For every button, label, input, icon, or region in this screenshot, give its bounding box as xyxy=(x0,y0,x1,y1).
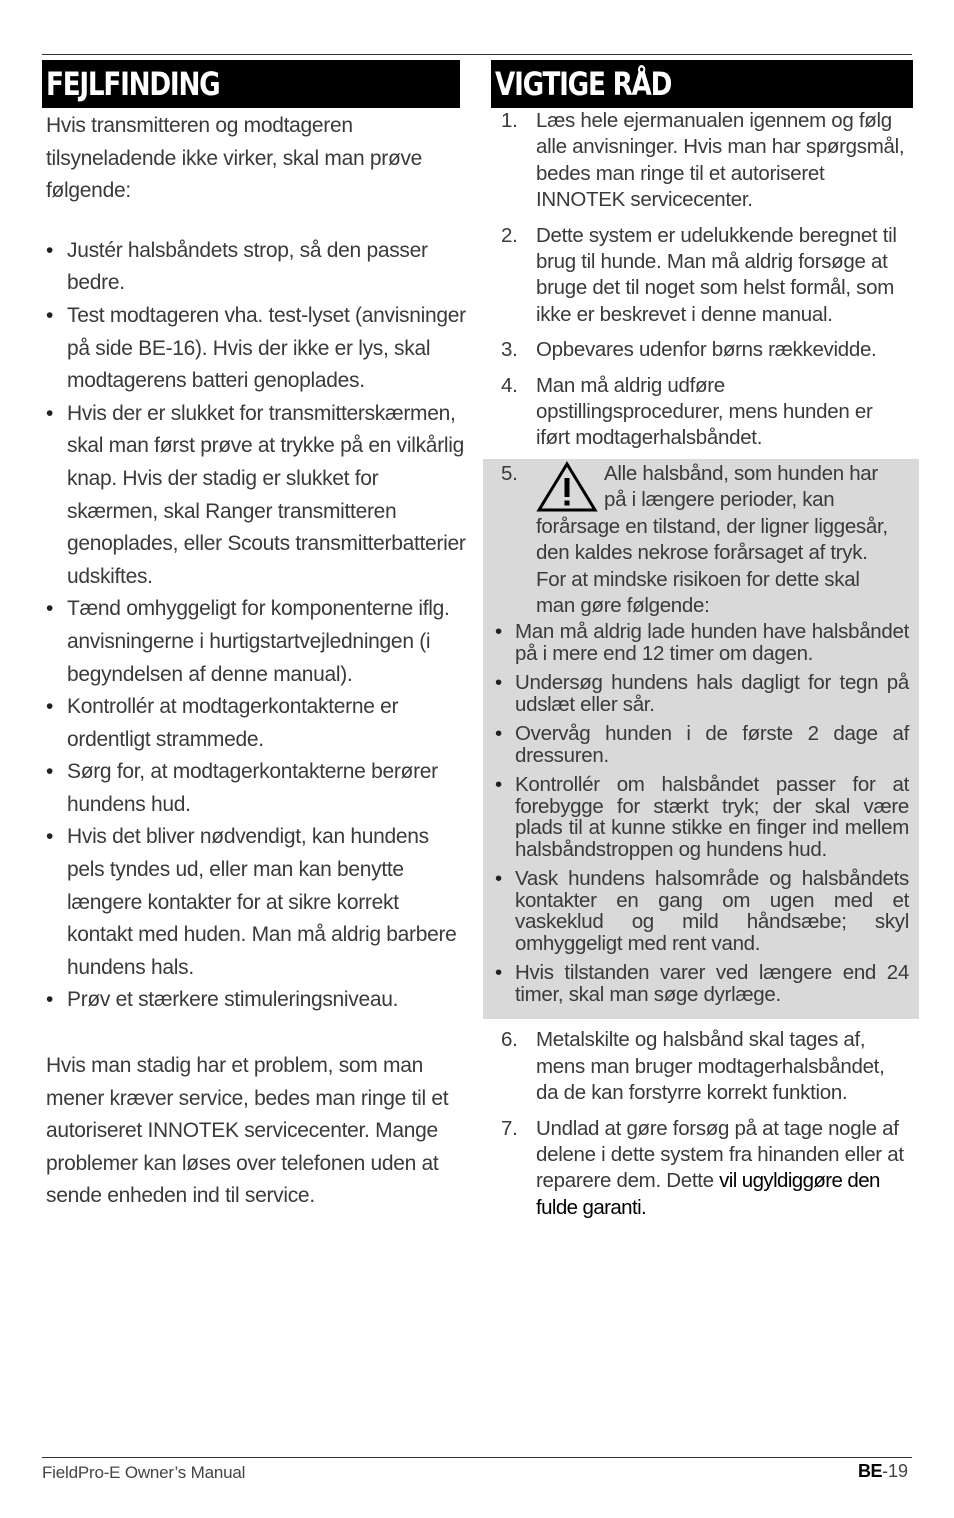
footer-manual-title: FieldPro-E Owner’s Manual xyxy=(42,1463,246,1482)
list-item: • Overvåg hunden i de første 2 dage af dressuren. xyxy=(483,723,909,766)
warning-box xyxy=(483,459,919,1019)
advice-item-1: 1. Læs hele ejermanualen igennem og følg alle anvisninger. Hvis man har spørgsmål, bedes man ringe til et autoriseret INNOTEK servicecenter. xyxy=(501,109,905,212)
warning-list xyxy=(483,621,909,1005)
list-item: • Prøv et stærkere stimuleringsniveau. xyxy=(46,984,466,1017)
important-advice-section xyxy=(483,108,919,1230)
list-item: • Kontrollér at modtagerkontakterne er ordentligt strammede. xyxy=(46,691,466,756)
advice-item-4: 4. Man må aldrig udføre opstillingsprocedurer, mens hunden er iført modtagerhalsbåndet. xyxy=(501,373,873,450)
troubleshooting-section xyxy=(46,110,466,1213)
list-item: • Justér halsbåndets strop, så den passer bedre. xyxy=(46,235,466,300)
troubleshooting-heading: FEJLFINDING xyxy=(42,60,460,108)
list-item: • Undersøg hundens hals dagligt for tegn på udslæt eller sår. xyxy=(483,672,909,715)
list-item: • Vask hundens halsområde og halsbåndets kontakter en gang om ugen med et vaskeklud og mild håndsæbe; skyl omhyggeligt med rent vand. xyxy=(483,868,909,954)
list-item: • Hvis der er slukket for transmitterskærmen, skal man først prøve at trykke på en vilkårlig knap. Hvis der stadig er slukket for skærmen, skal Ranger transmitteren genoplades, eller Scouts transmitterbatterier udskiftes. xyxy=(46,398,466,594)
list-item: • Hvis det bliver nødvendigt, kan hundens pels tyndes ud, eller man kan benytte længere kontakter for at sikre korrekt kontakt med huden. Man må aldrig barbere hundens hals. xyxy=(46,821,466,984)
troubleshooting-intro: Hvis transmitteren og modtageren tilsyneladende ikke virker, skal man prøve følgende: xyxy=(46,114,423,203)
list-item: • Kontrollér om halsbåndet passer for at forebygge for stærkt tryk; der skal være plads til at kunne stikke en finger ind mellem halsbåndstroppen og hundens hud. xyxy=(483,774,909,860)
advice-item-5: 5. Alle halsbånd, som hunden har på i længere perioder, kan forårsage en tilstand, der ligner liggesår, den kaldes nekrose forårsaget af tryk. For at mindske risikoen for dette skal man gøre følgende: xyxy=(501,461,888,617)
warning-triangle-icon xyxy=(536,461,598,513)
advice-item-7: 7. Undlad at gøre forsøg på at tage nogle af delene i dette system fra hinanden eller at reparere dem. Dette vil ugyldiggøre den fulde garanti. xyxy=(501,1116,904,1219)
advice-item-3: 3. Opbevares udenfor børns rækkevidde. xyxy=(501,338,877,362)
important-advice-heading: VIGTIGE RÅD xyxy=(491,60,913,108)
list-item: • Sørg for, at modtagerkontakterne berører hundens hud. xyxy=(46,756,466,821)
warranty-warning: vil ugyldiggøre den fulde garanti. xyxy=(536,1169,880,1219)
advice-item-6: 6. Metalskilte og halsbånd skal tages af, mens man bruger modtagerhalsbåndet, da de kan forstyrre korrekt funktion. xyxy=(501,1028,885,1105)
list-item: • Man må aldrig lade hunden have halsbåndet på i mere end 12 timer om dagen. xyxy=(483,621,909,664)
troubleshooting-list xyxy=(46,235,466,1017)
troubleshooting-closing: Hvis man stadig har et problem, som man mener kræver service, bedes man ringe til et autoriseret INNOTEK servicecenter. Mange problemer kan løses over telefonen uden at sende enheden ind til service. xyxy=(46,1054,449,1208)
list-item: • Tænd omhyggeligt for komponenterne iflg. anvisningerne i hurtigstartvejledningen (i begyndelsen af denne manual). xyxy=(46,593,466,691)
bottom-rule xyxy=(42,1457,912,1458)
page-number: BE-19 xyxy=(857,1461,908,1481)
top-rule xyxy=(42,54,912,55)
list-item: • Test modtageren vha. test-lyset (anvisninger på side BE-16). Hvis der ikke er lys, skal modtagerens batteri genoplades. xyxy=(46,300,466,398)
advice-item-2: 2. Dette system er udelukkende beregnet til brug til hunde. Man må aldrig forsøge at bruge det til noget som helst formål, som ikke er beskrevet i denne manual. xyxy=(501,223,897,326)
list-item: • Hvis tilstanden varer ved længere end 24 timer, skal man søge dyrlæge. xyxy=(483,962,909,1005)
